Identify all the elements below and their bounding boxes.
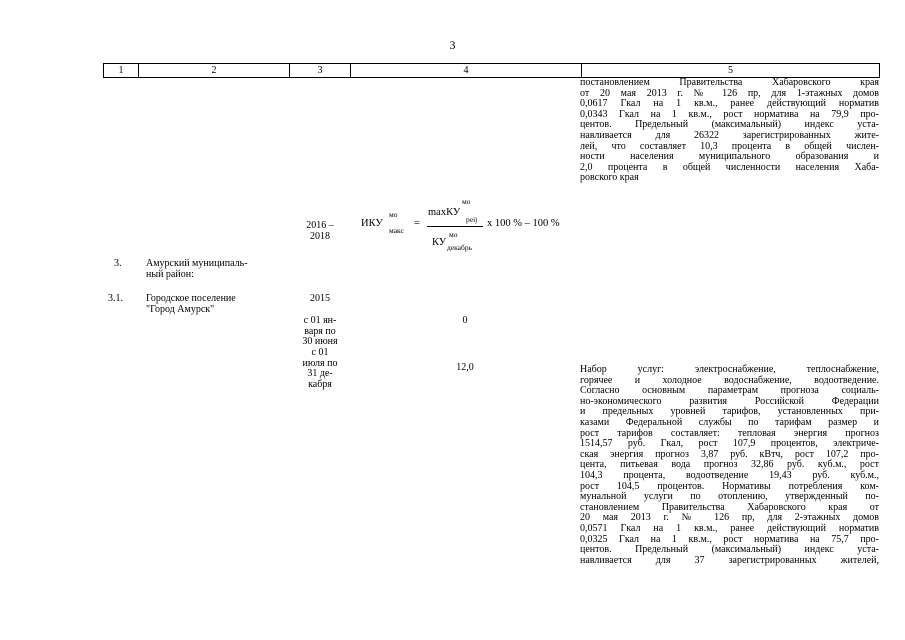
- formula-years: [292, 221, 348, 242]
- period-line: 30 июня: [302, 336, 338, 348]
- period-line: с 01 ян-: [303, 315, 337, 326]
- text-line: 0,0343 Гкал на 1 кв.м., рост норматива на 79,9 про-: [580, 108, 879, 120]
- header-col-5: 5: [582, 64, 880, 78]
- table-header: [103, 63, 880, 78]
- header-col-2: 2: [139, 64, 290, 78]
- text-line: центов. Предельный (максимальный) индекс уста-: [580, 119, 879, 131]
- row31-year: 2015: [310, 293, 330, 304]
- fraction-line: [427, 226, 483, 227]
- period-line: кабря: [308, 378, 332, 390]
- name-line: ный район:: [146, 268, 194, 280]
- formula-den-sub: декабрь: [447, 243, 472, 252]
- text-line: но-экономического развития Российской Федерации: [580, 395, 879, 407]
- formula-num-main: maxКУ: [428, 207, 461, 218]
- formula-lhs-sup: мо: [389, 210, 398, 219]
- text-line: 0,0325 Гкал на 1 кв.м., рост норматива на 75,7 про-: [580, 533, 879, 545]
- page-number: 3: [449, 38, 456, 52]
- formula-den-sup: мо: [449, 230, 458, 239]
- name-line: "Город Амурск": [146, 303, 215, 315]
- formula-num-sup: мо: [462, 197, 471, 206]
- text-line: центов. Предельный (максимальный) индекс уста-: [580, 544, 879, 556]
- text-line: рост тарифов составляет: тепловая энергия прогноз: [580, 427, 879, 439]
- row31-col5-text: [580, 365, 879, 566]
- text-line: мунальной услуги по отоплению, утвержденный по-: [580, 491, 879, 503]
- year-line: 2018: [310, 230, 330, 242]
- row31-value2: 12,0: [456, 362, 474, 373]
- text-line: ровского края: [580, 172, 639, 184]
- text-line: горячее и холодное водоснабжение, водоотведение.: [580, 374, 879, 386]
- formula-num-sub: реіј: [466, 215, 478, 224]
- text-line: ности населения муниципального образования и: [580, 151, 879, 163]
- text-line: 1514,57 руб. Гкал, рост 107,9 процентов, электриче-: [580, 438, 879, 450]
- text-line: от 20 мая 2013 г. № 126 пр, для 1-этажных домов: [580, 87, 879, 99]
- period-line: с 01: [311, 347, 329, 358]
- block1-col5-text: [580, 78, 879, 184]
- formula-lhs-sub: макс: [389, 226, 404, 235]
- text-line: ская энергия прогноз 3,87 руб. кВтч, рост 107,2 про-: [580, 448, 879, 460]
- header-col-4: 4: [351, 64, 582, 78]
- formula-lhs: [361, 218, 383, 229]
- formula-lhs-main: ИКУ: [361, 218, 383, 229]
- text-line: и предельных уровней тарифов, установленных при-: [580, 406, 879, 418]
- row3-name: [146, 259, 286, 280]
- formula-den-main: КУ: [432, 237, 447, 248]
- text-line: становлением Правительства Хабаровского края от: [580, 501, 879, 513]
- text-line: Согласно основным параметрам прогноза социаль-: [580, 385, 879, 397]
- row31-period2: [292, 348, 348, 390]
- period-line: 31 де-: [307, 368, 333, 380]
- row31-name: [146, 294, 286, 315]
- name-line: Городское поселение: [146, 293, 236, 304]
- header-col-3: 3: [290, 64, 351, 78]
- text-line: 0,0571 Гкал на 1 кв.м., ранее действующий норматив: [580, 522, 879, 534]
- formula-equals: =: [414, 218, 420, 229]
- text-line: 104,3 процента, водоотведение 19,43 руб. куб.м.,: [580, 469, 879, 481]
- text-line: 2,0 процента в общей численности населения Хаба-: [580, 161, 879, 173]
- name-line: Амурский муниципаль-: [146, 258, 248, 269]
- text-line: Набор услуг: электроснабжение, теплоснабжение,: [580, 364, 879, 375]
- text-line: цента, питьевая вода прогноз 32,86 руб. куб.м., рост: [580, 459, 879, 471]
- formula-tail: x 100 % – 100 %: [487, 218, 560, 229]
- year-line: 2016 –: [306, 220, 334, 231]
- row3-number: 3.: [114, 258, 122, 269]
- text-line: 0,0617 Гкал на 1 кв.м., ранее действующий норматив: [580, 98, 879, 110]
- text-line: казами Федеральной службы по тарифам размер и: [580, 416, 879, 428]
- text-line: 20 мая 2013 г. № 126 пр, для 2-этажных домов: [580, 512, 879, 524]
- text-line: постановлением Правительства Хабаровского края: [580, 77, 879, 88]
- period-line: июля по: [302, 357, 338, 369]
- text-line: навливается для 26322 зарегистрированных жите-: [580, 129, 879, 141]
- period-line: варя по: [304, 325, 336, 337]
- text-line: лей, что составляет 10,3 процента в общей числен-: [580, 140, 879, 152]
- text-line: навливается для 37 зарегистрированных жителей,: [580, 554, 879, 566]
- header-col-1: 1: [104, 64, 139, 78]
- text-line: рост 104,5 процентов. Нормативы потребления ком-: [580, 480, 879, 492]
- row31-period1: [292, 316, 348, 348]
- row31-value1: 0: [462, 315, 468, 326]
- row31-number: 3.1.: [108, 293, 123, 304]
